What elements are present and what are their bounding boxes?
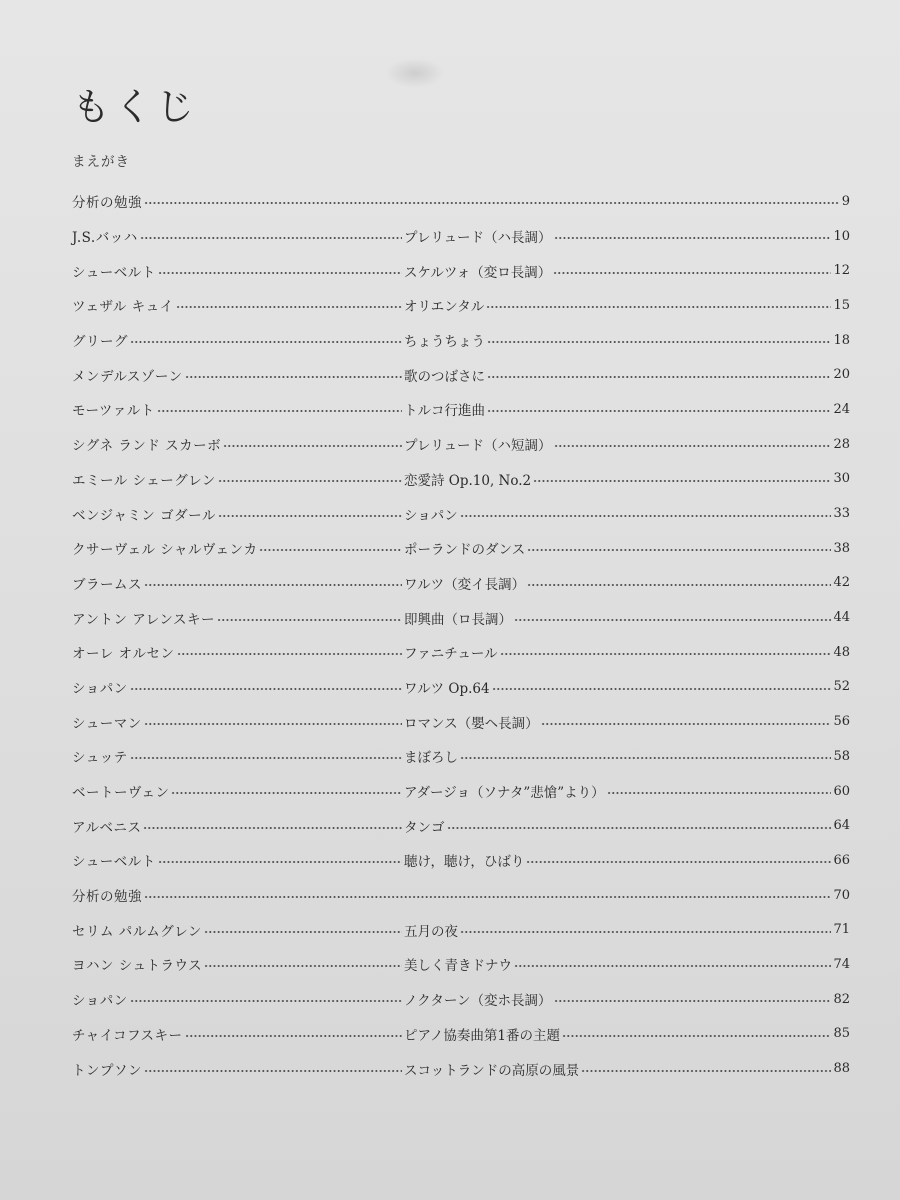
toc-row	[72, 462, 850, 497]
page-number: 9	[841, 193, 850, 209]
dot-leader	[554, 1000, 832, 1002]
table-of-contents	[72, 184, 850, 1086]
dot-leader	[527, 584, 831, 586]
toc-row	[72, 253, 850, 288]
composer-cell	[72, 573, 404, 593]
page-number: 74	[833, 956, 850, 972]
composer-name: ブラームス	[72, 576, 142, 593]
dot-leader	[514, 965, 831, 967]
composer-cell	[72, 295, 404, 315]
page-number: 24	[833, 401, 850, 417]
toc-row	[72, 357, 850, 392]
composer-cell	[72, 469, 404, 489]
dot-leader	[130, 341, 402, 343]
dot-leader	[158, 272, 402, 274]
dot-leader	[130, 1000, 402, 1002]
dot-leader	[144, 896, 831, 898]
work-title: スケルツォ（変ロ長調）	[404, 264, 552, 281]
dot-leader	[460, 931, 831, 933]
dot-leader	[487, 341, 831, 343]
toc-row	[72, 184, 850, 219]
composer-cell	[72, 816, 404, 836]
dot-leader	[217, 619, 402, 621]
dot-leader	[130, 688, 402, 690]
toc-row	[72, 878, 850, 913]
section-title: 分析の勉強	[72, 889, 142, 906]
dot-leader	[514, 619, 831, 621]
dot-leader	[487, 410, 831, 412]
composer-cell	[72, 920, 404, 940]
dot-leader	[500, 653, 832, 655]
composer-cell	[72, 330, 404, 350]
toc-row	[72, 635, 850, 670]
dot-leader	[218, 515, 402, 517]
composer-name: ショパン	[72, 680, 128, 697]
composer-cell	[72, 850, 404, 870]
toc-row	[72, 323, 850, 358]
dot-leader	[447, 827, 832, 829]
dot-leader	[541, 723, 832, 725]
page-number: 30	[833, 471, 850, 487]
composer-name: ヨハン シュトラウス	[72, 958, 203, 975]
dot-leader	[204, 965, 402, 967]
work-title: 歌のつばさに	[404, 368, 485, 385]
composer-cell	[72, 642, 404, 662]
dot-leader	[460, 757, 831, 759]
dot-leader	[526, 861, 831, 863]
composer-name: セリム パルムグレン	[72, 923, 202, 940]
dot-leader	[607, 792, 832, 794]
composer-name: シューマン	[72, 715, 142, 732]
toc-row	[72, 1051, 850, 1086]
dot-leader	[177, 653, 402, 655]
dot-leader	[143, 827, 402, 829]
work-title: まぼろし	[404, 750, 458, 767]
show-through-smudge	[385, 58, 445, 88]
page-number: 38	[833, 540, 850, 556]
page-number: 44	[833, 610, 850, 626]
composer-name: モーツァルト	[72, 403, 155, 420]
composer-cell	[72, 989, 404, 1009]
composer-cell	[72, 954, 404, 974]
work-title: 即興曲（ロ長調）	[404, 611, 512, 628]
composer-name: ベートーヴェン	[72, 785, 170, 802]
work-title: ポーランドのダンス	[404, 542, 526, 559]
dot-leader	[553, 272, 831, 274]
dot-leader	[218, 480, 402, 482]
dot-leader	[140, 237, 402, 239]
page-number: 18	[833, 332, 850, 348]
composer-cell	[72, 677, 404, 697]
work-title: ノクターン（変ホ長調）	[404, 993, 552, 1010]
page-number: 70	[833, 887, 850, 903]
dot-leader	[144, 202, 840, 204]
dot-leader	[130, 757, 402, 759]
work-title: ちょうちょう	[404, 334, 485, 351]
toc-row	[72, 566, 850, 601]
dot-leader	[157, 410, 402, 412]
work-title: プレリュード（ハ短調）	[404, 438, 552, 455]
composer-name: クサーヴェル シャルヴェンカ	[72, 542, 258, 559]
page-number: 71	[833, 922, 850, 938]
composer-name: ベンジャミン ゴダール	[72, 507, 216, 524]
work-title: ショパン	[404, 507, 458, 524]
work-title: 美しく青きドナウ	[404, 958, 512, 975]
composer-name: オーレ オルセン	[72, 646, 175, 663]
work-title: 恋愛詩 Op.10, No.2	[404, 472, 532, 489]
composer-cell	[72, 712, 404, 732]
work-title: ワルツ Op.64	[404, 680, 490, 697]
composer-name: ツェザル キュイ	[72, 299, 174, 316]
section-title: 分析の勉強	[72, 195, 142, 212]
composer-name: アルベニス	[72, 819, 142, 836]
composer-cell	[72, 746, 404, 766]
composer-name: シグネ ランド スカーボ	[72, 438, 222, 455]
composer-name: ショパン	[72, 993, 128, 1010]
page-number: 52	[833, 679, 850, 695]
composer-cell	[72, 399, 404, 419]
work-title: 聴け，聴け，ひばり	[404, 854, 525, 871]
page-number: 64	[833, 818, 850, 834]
composer-cell	[72, 781, 404, 801]
page-number: 85	[833, 1026, 850, 1042]
page-number: 58	[833, 748, 850, 764]
dot-leader	[185, 1035, 402, 1037]
composer-name: エミール シェーグレン	[72, 472, 216, 489]
dot-leader	[486, 306, 831, 308]
work-title: ロマンス（嬰ヘ長調）	[404, 715, 539, 732]
toc-row	[72, 982, 850, 1017]
composer-cell	[72, 226, 404, 246]
composer-cell	[72, 261, 404, 281]
work-title: アダージョ（ソナタ”悲愴”より）	[404, 785, 605, 802]
dot-leader	[204, 931, 402, 933]
composer-name: シューベルト	[72, 264, 156, 281]
composer-cell	[72, 1059, 404, 1079]
work-title: ピアノ協奏曲第1番の主題	[404, 1027, 561, 1044]
dot-leader	[144, 1070, 402, 1072]
page-number: 28	[833, 436, 850, 452]
dot-leader	[562, 1035, 831, 1037]
composer-cell	[72, 365, 404, 385]
composer-name: J.S.バッハ	[72, 230, 138, 247]
page-number: 20	[833, 367, 850, 383]
composer-cell	[72, 1024, 404, 1044]
dot-leader	[487, 376, 831, 378]
work-title: タンゴ	[404, 819, 445, 836]
dot-leader	[171, 792, 402, 794]
composer-cell	[72, 608, 404, 628]
dot-leader	[158, 861, 402, 863]
dot-leader	[533, 480, 831, 482]
composer-cell	[72, 434, 404, 454]
page-number: 88	[833, 1061, 850, 1077]
toc-row	[72, 739, 850, 774]
page-number: 66	[833, 852, 850, 868]
dot-leader	[492, 688, 832, 690]
dot-leader	[176, 306, 402, 308]
dot-leader	[527, 549, 831, 551]
toc-row	[72, 531, 850, 566]
dot-leader	[460, 515, 832, 517]
dot-leader	[223, 445, 402, 447]
work-title: オリエンタル	[404, 299, 485, 316]
dot-leader	[554, 237, 832, 239]
work-title: 五月の夜	[404, 923, 458, 940]
toc-row	[72, 392, 850, 427]
page-number: 15	[833, 297, 850, 313]
toc-row	[72, 774, 850, 809]
page-number: 48	[833, 644, 850, 660]
composer-name: シュッテ	[72, 750, 128, 767]
dot-leader	[144, 723, 402, 725]
dot-leader	[581, 1070, 831, 1072]
page-number: 10	[833, 228, 850, 244]
page-title: もくじ	[72, 85, 199, 129]
toc-row	[72, 670, 850, 705]
composer-name: トンプソン	[72, 1062, 142, 1079]
toc-row	[72, 219, 850, 254]
toc-row	[72, 427, 850, 462]
toc-row	[72, 496, 850, 531]
toc-row	[72, 1017, 850, 1052]
toc-row	[72, 843, 850, 878]
work-title: ワルツ（変イ長調）	[404, 576, 526, 593]
composer-name: グリーグ	[72, 334, 128, 351]
work-title: プレリュード（ハ長調）	[404, 230, 552, 247]
composer-name: シューベルト	[72, 854, 156, 871]
composer-cell	[72, 504, 404, 524]
page-number: 12	[833, 263, 850, 279]
dot-leader	[554, 445, 832, 447]
dot-leader	[144, 584, 402, 586]
preface-entry: まえがき	[72, 154, 130, 170]
page-number: 56	[833, 714, 850, 730]
work-title: スコットランドの高原の風景	[404, 1062, 580, 1079]
toc-row	[72, 912, 850, 947]
toc-row	[72, 704, 850, 739]
dot-leader	[259, 549, 402, 551]
composer-name: チャイコフスキー	[72, 1027, 183, 1044]
composer-name: メンデルスゾーン	[72, 368, 183, 385]
page-number: 33	[833, 506, 850, 522]
page-number: 42	[833, 575, 850, 591]
page-number: 60	[833, 783, 850, 799]
dot-leader	[185, 376, 402, 378]
toc-row	[72, 288, 850, 323]
composer-name: アントン アレンスキー	[72, 611, 215, 628]
toc-row	[72, 600, 850, 635]
work-title: トルコ行進曲	[404, 403, 485, 420]
toc-row	[72, 947, 850, 982]
page-number: 82	[833, 991, 850, 1007]
toc-row	[72, 808, 850, 843]
composer-cell	[72, 538, 404, 558]
work-title: ファニチュール	[404, 646, 498, 663]
